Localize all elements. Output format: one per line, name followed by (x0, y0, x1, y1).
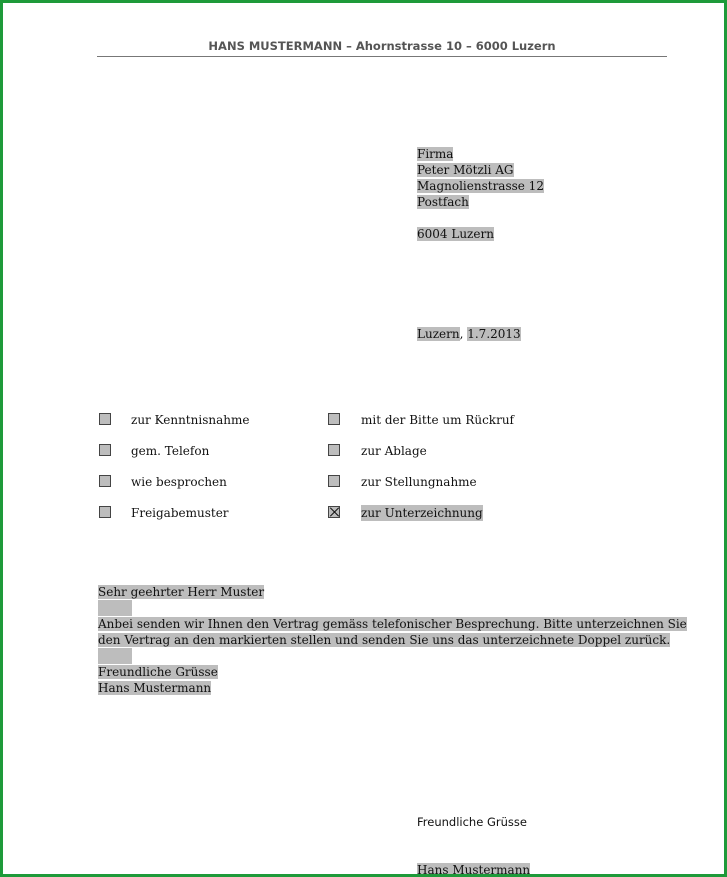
checkbox-unterzeichnung[interactable] (328, 506, 340, 518)
checkbox-label: zur Ablage (361, 444, 427, 458)
body-text-line: Anbei senden wir Ihnen den Vertrag gemäss telefonischer Besprechung. Bitte unterzeichnen Sie (98, 617, 687, 631)
date-line: Luzern, 1.7.2013 (417, 327, 521, 341)
checkbox-label: Freigabemuster (131, 506, 229, 520)
checkbox-rueckruf[interactable] (328, 413, 340, 425)
checkbox-kenntnisnahme[interactable] (99, 413, 111, 425)
checkbox-label: mit der Bitte um Rückruf (361, 413, 514, 427)
date-place: Luzern (417, 327, 460, 341)
closing: Freundliche Grüsse (98, 665, 218, 679)
checkbox-telefon[interactable] (99, 444, 111, 456)
checkbox-label: zur Unterzeichnung (361, 506, 483, 520)
letterhead: HANS MUSTERMANN – Ahornstrasse 10 – 6000 Luzern (97, 39, 667, 57)
recipient-address (417, 146, 544, 242)
checkbox-label: zur Kenntnisnahme (131, 413, 250, 427)
checkbox-besprochen[interactable] (99, 475, 111, 487)
empty-paragraph-mark (98, 648, 132, 664)
checkbox-freigabemuster[interactable] (99, 506, 111, 518)
address-line: Magnolienstrasse 12 (417, 179, 544, 193)
checkbox-label: wie besprochen (131, 475, 227, 489)
checkbox-label: gem. Telefon (131, 444, 210, 458)
checkbox-stellungnahme[interactable] (328, 475, 340, 487)
checkbox-label: zur Stellungnahme (361, 475, 477, 489)
letter-body (98, 584, 687, 696)
checkbox-ablage[interactable] (328, 444, 340, 456)
address-line: Firma (417, 147, 454, 161)
address-city: 6004 Luzern (417, 227, 494, 241)
signature-closing: Freundliche Grüsse (417, 815, 527, 829)
address-line: Postfach (417, 195, 469, 209)
body-text-line: den Vertrag an den markierten stellen und senden Sie uns das unterzeichnete Doppel zurück. (98, 633, 671, 647)
address-line: Peter Mötzli AG (417, 163, 514, 177)
date-value: 1.7.2013 (467, 327, 521, 341)
salutation: Sehr geehrter Herr Muster (98, 585, 265, 599)
signature-name: Hans Mustermann (417, 863, 531, 877)
empty-paragraph-mark (98, 600, 132, 616)
sender-name: Hans Mustermann (98, 681, 212, 695)
